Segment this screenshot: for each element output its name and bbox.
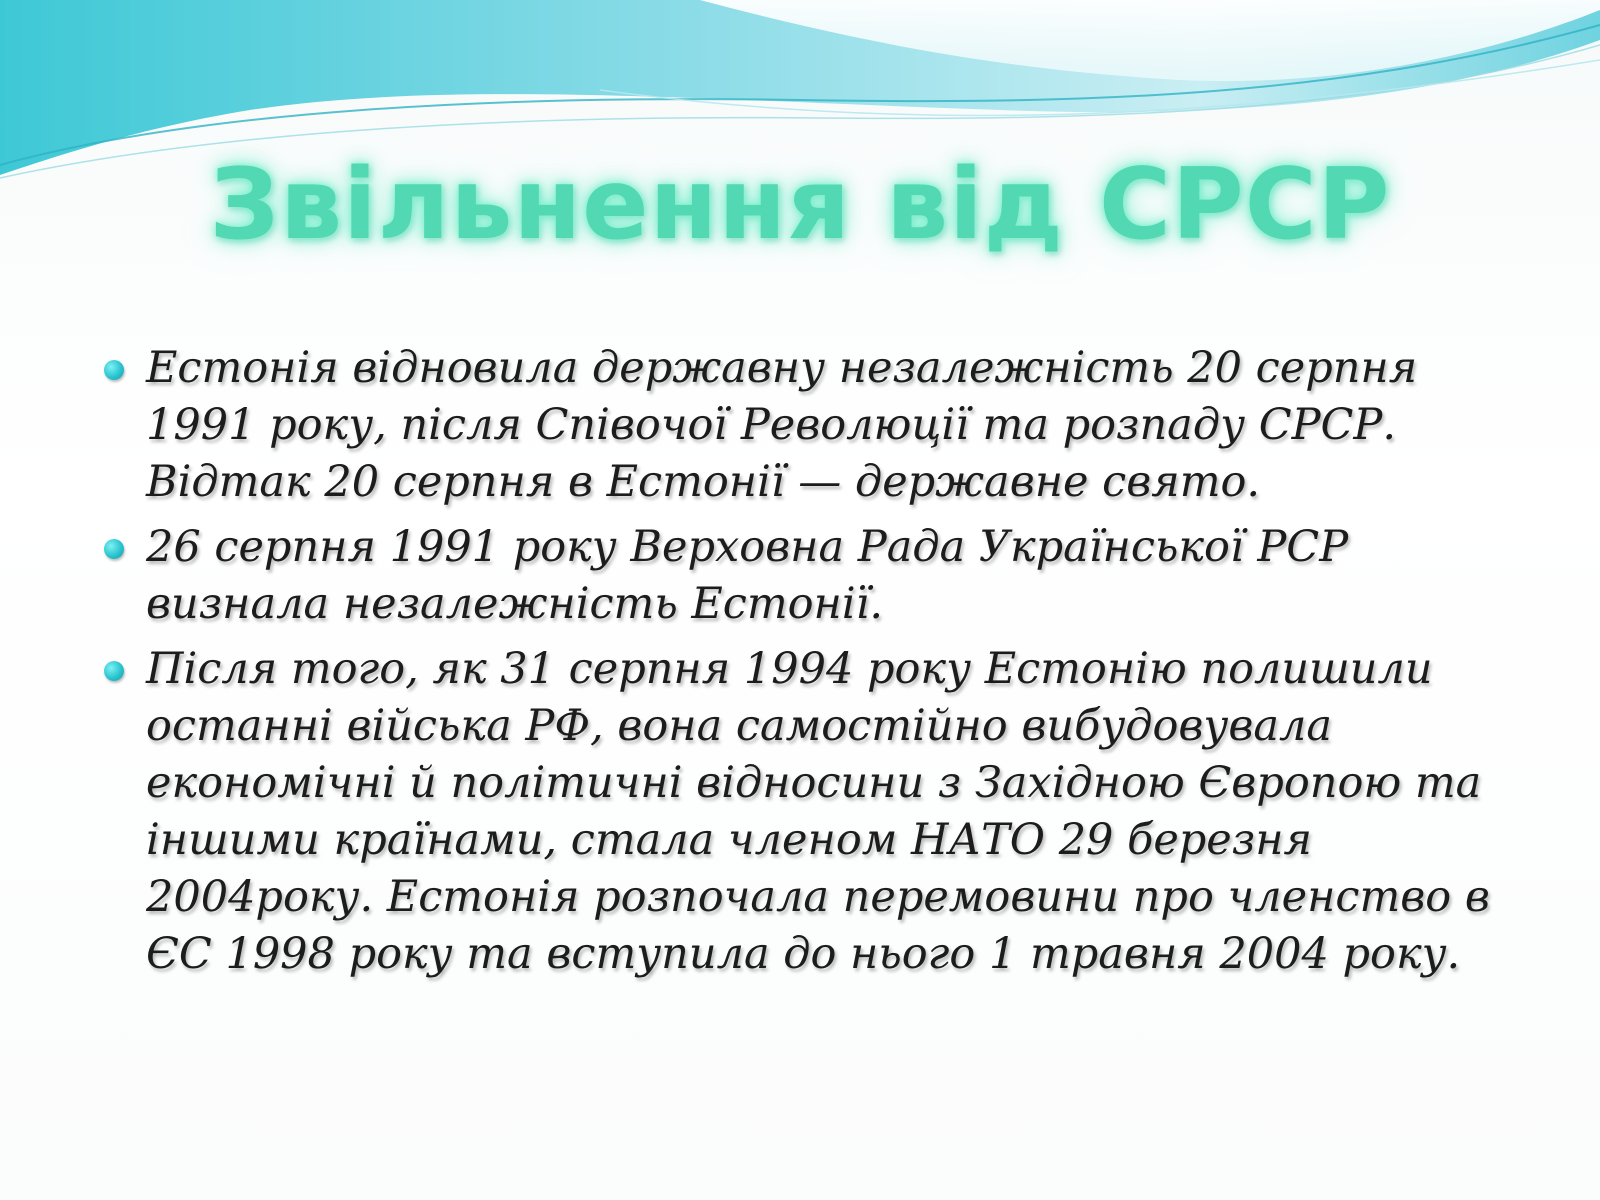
bullet-text: Після того, як 31 серпня 1994 року Естонію полишили останні війська РФ, вона самостійно вибудовувала економічні й політичні відносини з Західною Європою та іншими країнами, стала членом НАТО 29 березня 2004року. Естонія розпочала перемовини про членство в ЄС 1998 року та вступила до нього 1 травня 2004 року. [146,644,1490,979]
bullet-text: Естонія відновила державну незалежність 20 серпня 1991 року, після Співочої Революції та розпаду СРСР. Відтак 20 серпня в Естонії — державне свято. [146,343,1418,507]
bullet-item [100,519,1500,633]
bullet-list [100,340,1500,983]
bullet-item [100,641,1500,983]
circle-bullet-icon [104,360,124,380]
circle-bullet-icon [104,539,124,559]
circle-bullet-icon [104,661,124,681]
slide-body [100,340,1500,991]
bullet-text: 26 серпня 1991 року Верховна Рада Української РСР визнала незалежність Естонії. [146,522,1349,629]
slide-title: Звільнення від СРСР [209,148,1391,262]
bullet-item [100,340,1500,511]
